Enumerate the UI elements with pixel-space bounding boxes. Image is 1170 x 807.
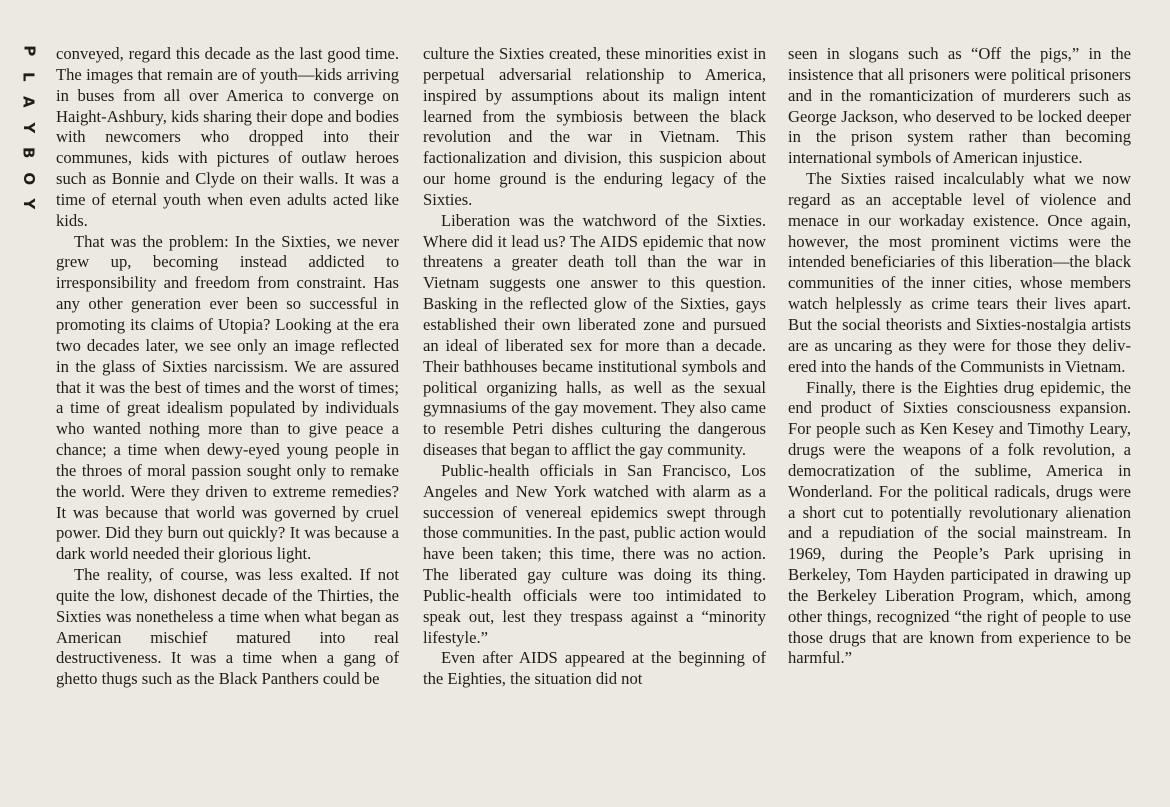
running-title-letter: A [19,95,38,108]
paragraph: Even after AIDS appeared at the beginning of the Eighties, the situation did not [423,648,766,689]
text-column-1 [56,44,399,690]
paragraph: conveyed, regard this decade as the last good time. The images that remain are of youth—kids arriving in buses from all over America to converge on Haight-Ashbury, kids sharing their dope and bodies with newcomers who dropped into their communes, kids with pictures of outlaw heroes such as Bonnie and Clyde on their walls. It was a time of eternal youth when even adults acted like kids. [56,44,399,230]
running-title-letter: P [19,45,38,57]
paragraph: Public-health officials in San Francisco, Los Angeles and New York watched with alarm as a succession of venereal epidemics swept through those communities. In the past, public action would have been taken; this time, there was no action. The liberated gay culture was doing its thing. Public-health officials were too intimidated to speak out, lest they trespass against a “minority lifestyle.” [423,460,766,647]
paragraph: Liberation was the watchword of the Sixties. Where did it lead us? The AIDS epidemic that now threatens a greater death toll than the war in Vietnam suggests one answer to this question. Basking in the reflected glow of the Sixties, gays established their own liberated zone and pursued an ideal of liberated sex for more than a decade. Their bathhouses became institutional symbols and political organizing halls, as well as the sexual gymnasiums of the gay movement. They also came to resemble Petri dishes culturing the dangerous diseases that began to afflict the gay community. [423,210,766,460]
paragraph: seen in slogans such as “Off the pigs,” in the insistence that all prisoners were political prisoners and in the romanticization of murderers such as George Jackson, who deserved to be locked deeper in the prison system rather than becoming international symbols of American injustice. [788,44,1131,168]
magazine-running-title [8,38,38,217]
text-column-3 [788,44,1131,669]
running-title-letter: Y [19,198,38,210]
paragraph: The reality, of course, was less exalted. If not quite the low, dishonest decade of the Thirties, the Sixties was nonetheless a time when what began as American mischief matured into real destructiveness. It was a time when a gang of ghetto thugs such as the Black Panthers could be [56,565,399,689]
paragraph: The Sixties raised incalculably what we now regard as an acceptable level of violence and menace in our workaday existence. Once again, however, the most prominent victims were the intended beneficiaries of this liberation—the black communities of the inner cities, whose members watch helplessly as crime tears their lives apart. But the social theorists and Sixties-nostalgia artists are as uncaring as they were for those they delivered into the hands of the Communists in Vietnam. [788,169,1131,376]
paragraph: culture the Sixties created, these minorities exist in perpetual adversarial relationship to America, inspired by assumptions about its malign intent learned from the symbiosis between the black revolution and the war in Vietnam. This factionalization and division, this suspicion about our home ground is the enduring legacy of the Sixties. [423,44,766,209]
paragraph: Finally, there is the Eighties drug epidemic, the end product of Sixties consciousness expansion. For people such as Ken Kesey and Timothy Leary, drugs were the weapons of a folk revolution, a democratization of the sublime, America in Wonderland. For the political radicals, drugs were a short cut to potentially revolutionary alienation and a repudiation of the social mainstream. In 1969, during the People’s Park uprising in Berkeley, Tom Hayden participated in drawing up the Berkeley Liberation Program, which, among other things, recognized “the right of people to use those drugs that are known from experience to be harmful.” [788,377,1131,668]
running-title-letter: Y [19,121,38,133]
paragraph: That was the problem: In the Sixties, we never grew up, becoming instead addicted to irresponsibility and freedom from constraint. Has any other generation ever been so successful in promoting its claims of Utopia? Looking at the era two decades later, we see only an image reflected in the glass of Sixties narcissism. We are assured that it was the best of times and the worst of times; a time of great idealism populated by individuals who wanted nothing more than to give peace a chance; a time when dewy-eyed young people in the throes of moral passion sought only to remake the world. Were they driven to extreme remedies? It was because that world was governed by cruel power. Did they burn out quickly? It was because a dark world needed their glorious light. [56,231,399,564]
running-title-letter: O [19,171,38,185]
text-column-2 [423,44,766,690]
running-title-letter: L [19,71,38,82]
running-title-letter: B [19,147,38,159]
